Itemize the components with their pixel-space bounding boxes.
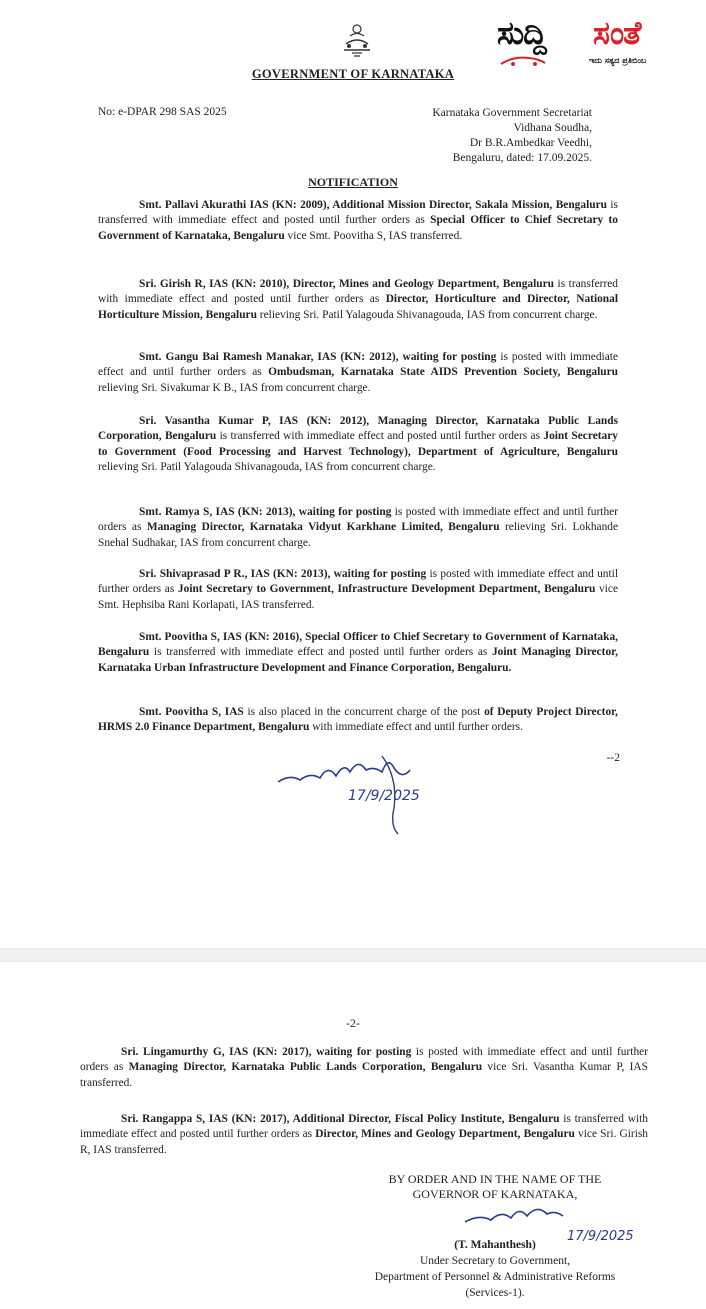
continued-page-marker: --2	[606, 752, 620, 764]
svg-text:17/9/2025: 17/9/2025	[348, 788, 420, 804]
government-heading: GOVERNMENT OF KARNATAKA	[251, 67, 455, 81]
order-paragraph: Sri. Rangappa S, IAS (KN: 2017), Additional Director, Fiscal Policy Institute, Bengaluru is transferred with immediate effect and posted until further orders as Director, Mines and Geology Department, Bengaluru vice Sri. Girish R, IAS transferred.	[80, 1113, 648, 1156]
logo-text-part1: ಸುದ್ದಿ	[497, 14, 546, 52]
order-paragraph: Sri. Girish R, IAS (KN: 2010), Director, Mines and Geology Department, Bengaluru is transferred with immediate effect and posted until further orders as Director, Horticulture and Director, National Horticulture Mission, Bengaluru relieving Sri. Patil Yalagouda Shivanagouda, IAS from concurrent charge.	[98, 278, 619, 321]
signer-name: (T. Mahanthesh)	[454, 1239, 536, 1251]
order-paragraph: Smt. Gangu Bai Ramesh Manakar, IAS (KN: 2012), waiting for posting is posted with immediate effect and until further orders as Ombudsman, Karnataka State AIDS Prevention Society, Bengaluru relieving Sri. Sivakumar K B., IAS from concurrent charge.	[98, 351, 618, 394]
order-paragraph: Sri. Vasantha Kumar P, IAS (KN: 2012), Managing Director, Karnataka Public Lands Corporation, Bengaluru is transferred with immediate effect and posted until further orders as Joint Secretary to Government (Food Processing and Harvest Technology), Department of Agriculture, Bengaluru relieving Sri. Patil Yalagouda Shivanagouda, IAS from concurrent charge.	[98, 415, 618, 474]
order-paragraph: Smt. Poovitha S, IAS is also placed in the concurrent charge of the post of Deputy Project Director, HRMS 2.0 Finance Department, Bengaluru with immediate effect and until further orders.	[98, 706, 619, 734]
signer-title: Under Secretary to Government,	[419, 1255, 571, 1267]
reference-number: No: e-DPAR 298 SAS 2025	[98, 106, 227, 118]
order-paragraph: Sri. Lingamurthy G, IAS (KN: 2017), waiting for posting is posted with immediate effect and until further orders as Managing Director, Karnataka Public Lands Corporation, Bengaluru vice Sri. Vasantha Kumar P, IAS transferred.	[80, 1046, 648, 1089]
car-swoosh-icon	[499, 54, 547, 68]
secretariat-address: Karnataka Government Secretariat Vidhana Soudha, Dr B.R.Ambedkar Veedhi, Bengaluru, dated: 17.09.2025.	[432, 107, 592, 164]
signatory-block	[330, 1237, 660, 1301]
order-by-governor: BY ORDER AND IN THE NAME OF THE GOVERNOR OF KARNATAKA,	[388, 1172, 602, 1201]
order-paragraph: Sri. Shivaprasad P R., IAS (KN: 2013), waiting for posting is posted with immediate effect and until further orders as Joint Secretary to Government, Infrastructure Development Department, Bengaluru vice Smt. Hephsiba Rani Korlapati, IAS transferred.	[98, 568, 619, 611]
logo-tagline: ಇದು ಸತ್ಯದ ಪ್ರತಿಬಿಂಬ	[589, 56, 647, 65]
document-page-2	[0, 962, 706, 1309]
logo-text-part2: ಸಂತೆ	[593, 14, 641, 52]
order-paragraph: Smt. Poovitha S, IAS (KN: 2016), Special Officer to Chief Secretary to Government of Karnataka, Bengaluru is transferred with immediate effect and posted until further orders as Joint Managing Director, Karnataka Urban Infrastructure Development and Finance Corporation, Bengaluru.	[98, 631, 618, 674]
order-paragraph: Smt. Pallavi Akurathi IAS (KN: 2009), Additional Mission Director, Sakala Mission, Bengaluru is transferred with immediate effect and posted until further orders as Special Officer to Chief Secretary to Government of Karnataka, Bengaluru vice Smt. Poovitha S, IAS transferred.	[98, 199, 618, 242]
signer-department: Department of Personnel & Administrative Reforms	[374, 1271, 616, 1283]
signer-section: (Services-1).	[465, 1287, 525, 1299]
handwritten-signature	[270, 748, 460, 838]
svg-text:17/9/2025: 17/9/2025	[567, 1229, 634, 1244]
karnataka-emblem-icon	[340, 22, 374, 60]
page-number: -2-	[346, 1016, 360, 1030]
suddi-sante-logo	[497, 14, 697, 74]
notification-title: NOTIFICATION	[308, 175, 398, 189]
order-paragraph: Smt. Ramya S, IAS (KN: 2013), waiting for posting is posted with immediate effect and until further orders as Managing Director, Karnataka Vidyut Karkhane Limited, Bengaluru relieving Sri. Lokhande Snehal Sudhakar, IAS from concurrent charge.	[98, 506, 619, 549]
